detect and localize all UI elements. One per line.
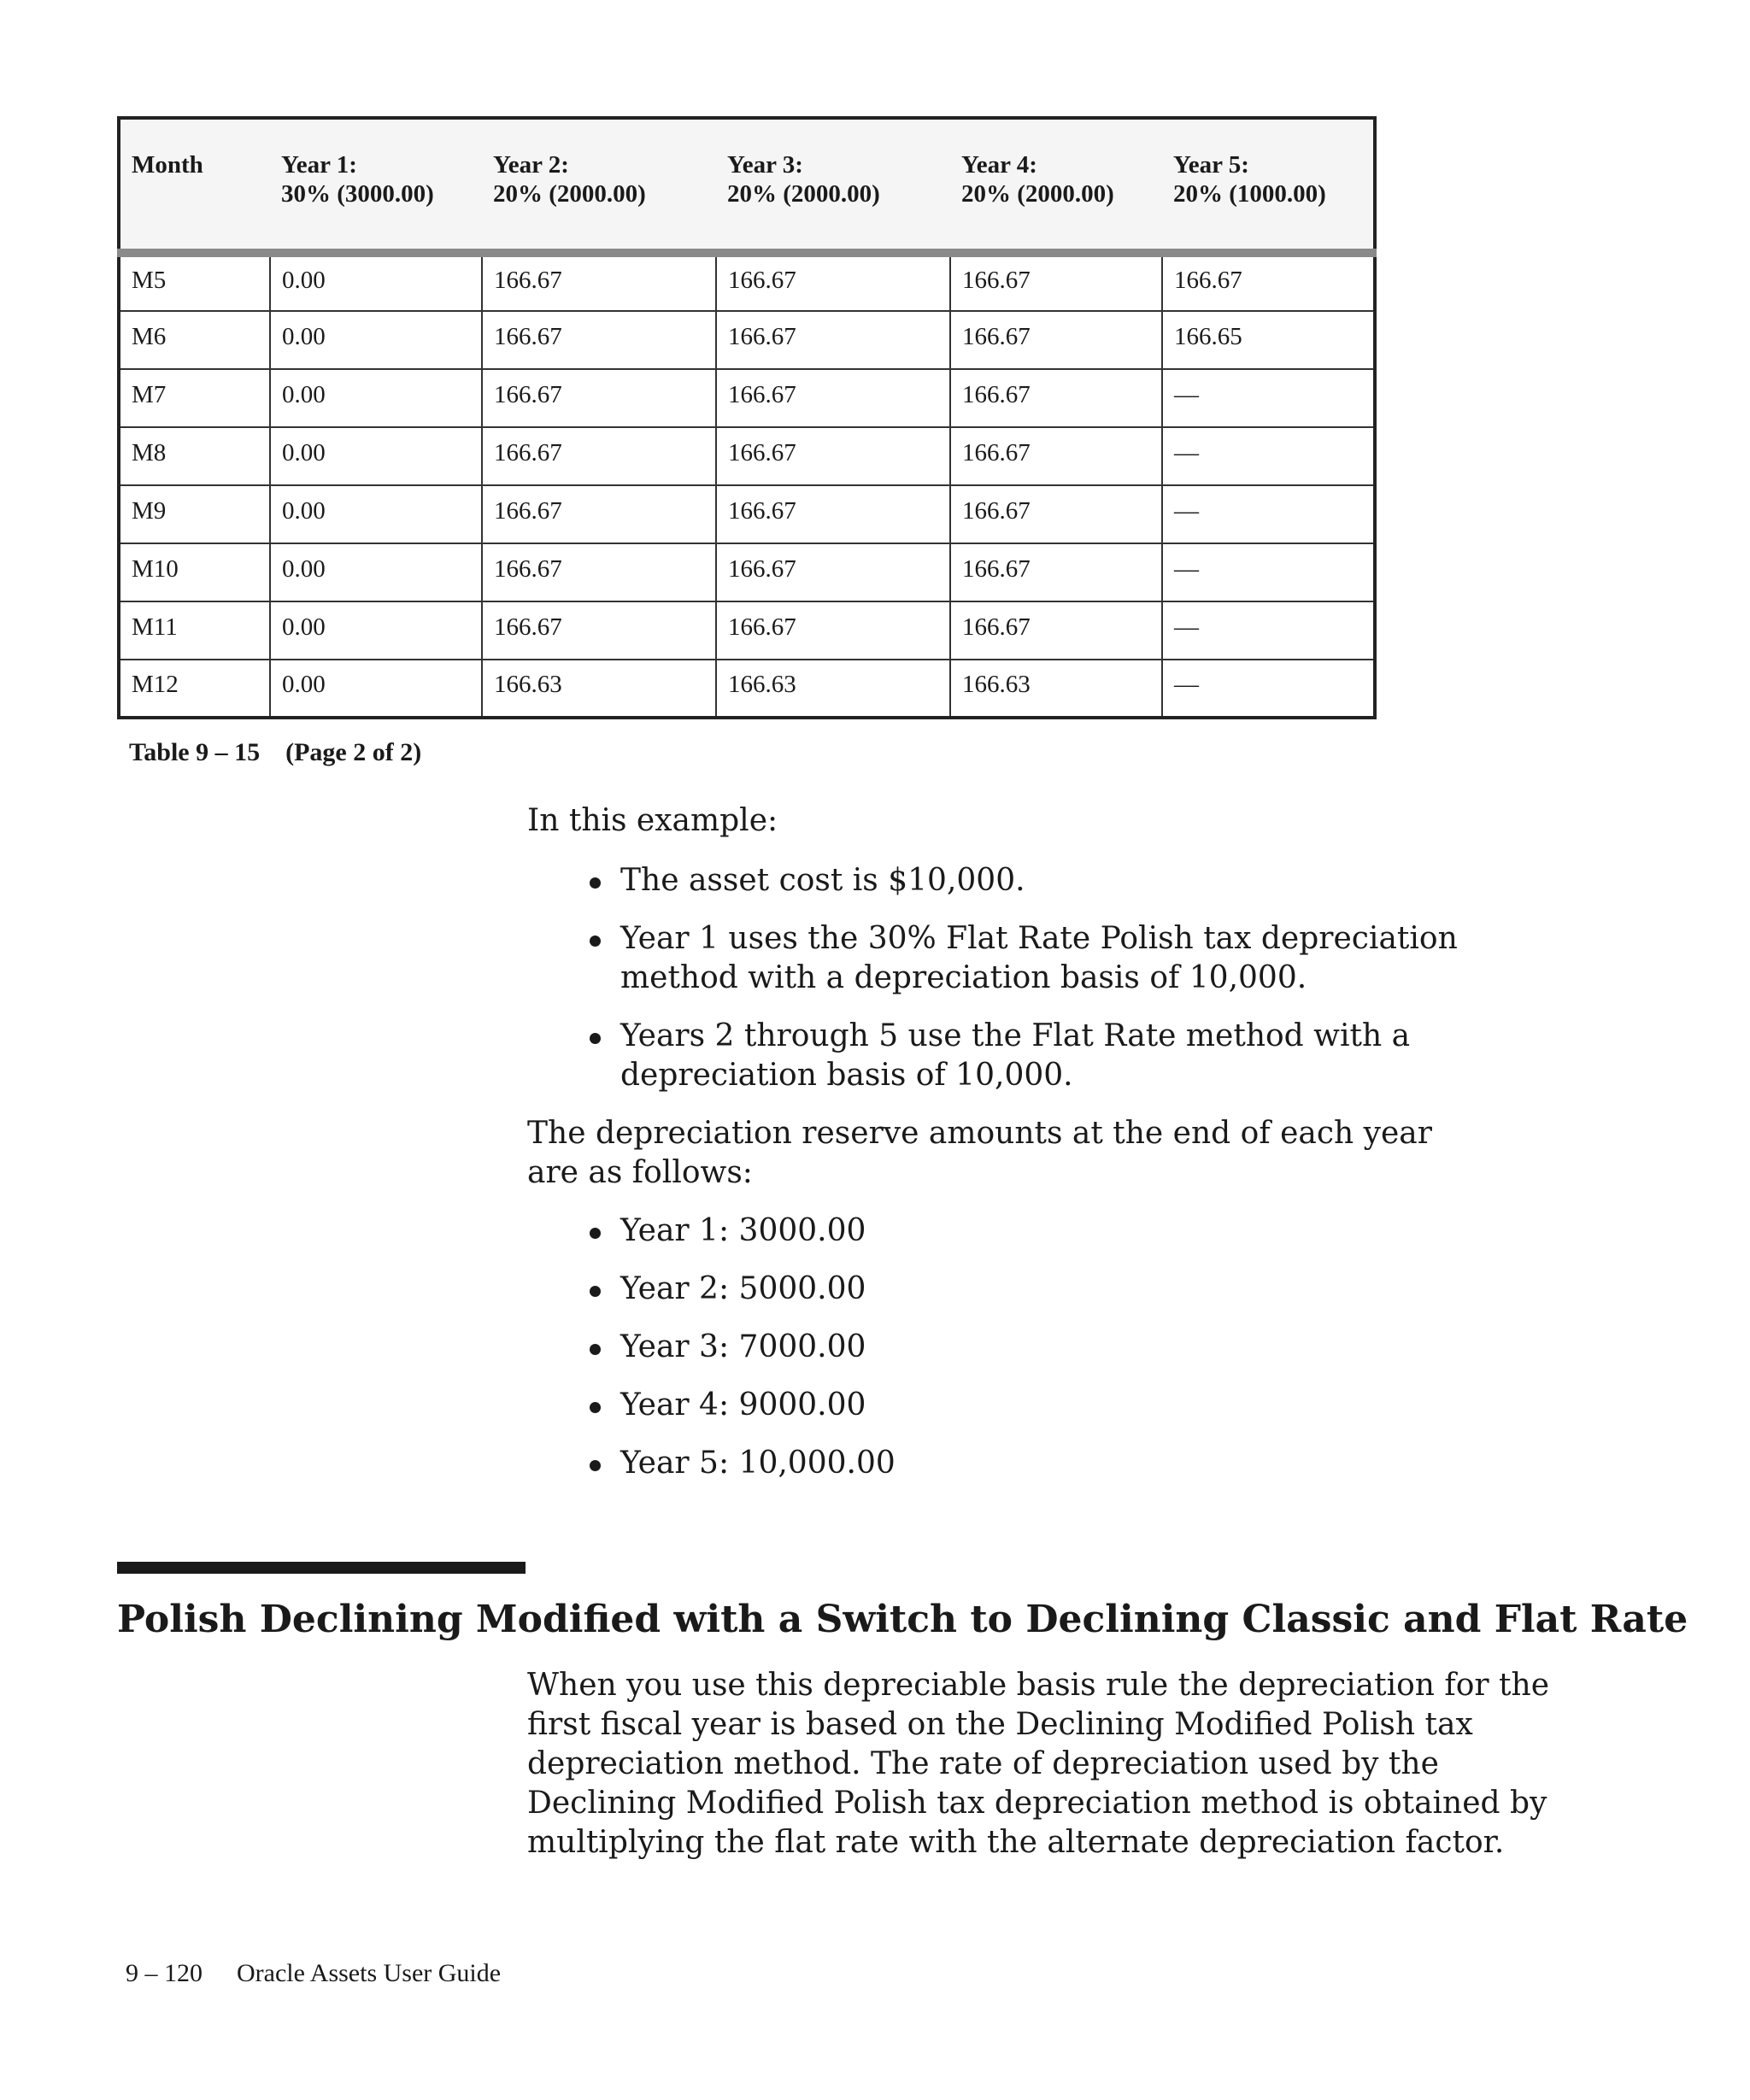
table-row <box>119 427 1375 485</box>
table-cell: M11 <box>119 601 270 660</box>
table-cell: –– <box>1162 660 1375 718</box>
table-cell: 166.63 <box>482 660 716 718</box>
table-cell: 166.67 <box>716 601 950 660</box>
column-header <box>1162 118 1375 253</box>
table-cell: M5 <box>119 253 270 311</box>
table-cell: 166.67 <box>950 253 1162 311</box>
column-header-line2: 20% (2000.00) <box>493 180 646 208</box>
page-footer <box>126 1959 501 1988</box>
table-cell: 166.67 <box>482 253 716 311</box>
table-cell: 166.67 <box>716 485 950 543</box>
bullet-item: Years 2 through 5 use the Flat Rate method with a depreciation basis of 10,000. <box>590 1017 1547 1095</box>
table-cell: –– <box>1162 485 1375 543</box>
bullet-item: Year 4: 9000.00 <box>590 1386 1547 1425</box>
table-cell: 0.00 <box>270 311 482 369</box>
example-bullet-list <box>590 861 1547 1114</box>
table-row <box>119 253 1375 311</box>
column-header <box>119 118 270 253</box>
table-row <box>119 543 1375 601</box>
bullet-item: The asset cost is $10,000. <box>590 861 1547 900</box>
table-cell: 166.67 <box>950 601 1162 660</box>
table-cell: 0.00 <box>270 543 482 601</box>
section-heading: Polish Declining Modified with a Switch to Declining Classic and Flat Rate <box>117 1598 1688 1641</box>
depreciation-table <box>117 116 1377 719</box>
bullet-item: Year 5: 10,000.00 <box>590 1444 1547 1483</box>
table-cell: 166.63 <box>716 660 950 718</box>
bullet-item: Year 3: 7000.00 <box>590 1328 1547 1367</box>
table-cell: 166.67 <box>482 485 716 543</box>
table-cell: 166.67 <box>1162 253 1375 311</box>
table-cell: 166.67 <box>950 485 1162 543</box>
table-cell: 166.67 <box>716 369 950 427</box>
table-cell: 0.00 <box>270 601 482 660</box>
bullet-item: Year 2: 5000.00 <box>590 1270 1547 1309</box>
table-cell: 166.67 <box>950 543 1162 601</box>
column-header <box>950 118 1162 253</box>
table-cell: M10 <box>119 543 270 601</box>
table-row <box>119 311 1375 369</box>
table-body <box>119 253 1375 718</box>
table-caption-label: Table 9 – 15 <box>129 738 261 766</box>
table-caption <box>129 738 421 767</box>
table-cell: 166.67 <box>950 311 1162 369</box>
table-header-row <box>119 118 1375 253</box>
table-cell: 0.00 <box>270 660 482 718</box>
table-cell: 0.00 <box>270 427 482 485</box>
table-cell: 166.67 <box>716 253 950 311</box>
table-row <box>119 485 1375 543</box>
section-body-text: When you use this depreciable basis rule the depreciation for the first fiscal year is based on the Declining Modified Polish tax depreciation method. The rate of depreciation used by the Declining Modified Polish tax depreciation method is obtained by multiplying the flat rate with the alternate depreciation factor. <box>527 1668 1550 1860</box>
table-cell: 166.67 <box>716 311 950 369</box>
table-cell: –– <box>1162 369 1375 427</box>
column-header-line1: Year 2: <box>493 151 569 179</box>
table-cell: 166.67 <box>482 311 716 369</box>
column-header-line1: Month <box>132 151 203 179</box>
table-caption-page: (Page 2 of 2) <box>285 738 422 766</box>
table-cell: M8 <box>119 427 270 485</box>
reserve-intro-text: The depreciation reserve amounts at the end of each year are as follows: <box>527 1116 1432 1190</box>
table-cell: 166.67 <box>950 427 1162 485</box>
column-header-line1: Year 1: <box>281 151 357 179</box>
table-header <box>119 118 1375 253</box>
table-row <box>119 601 1375 660</box>
column-header-line1: Year 4: <box>961 151 1037 179</box>
table-cell: M6 <box>119 311 270 369</box>
table-cell: 166.65 <box>1162 311 1375 369</box>
table-cell: 166.67 <box>482 601 716 660</box>
table-cell: M9 <box>119 485 270 543</box>
column-header-line2: 20% (2000.00) <box>961 180 1114 208</box>
table-cell: 166.67 <box>716 543 950 601</box>
table-cell: –– <box>1162 543 1375 601</box>
table-cell: 166.63 <box>950 660 1162 718</box>
footer-page-number: 9 – 120 <box>126 1959 203 1987</box>
reserve-bullet-list <box>590 1211 1547 1502</box>
column-header <box>716 118 950 253</box>
table-cell: 0.00 <box>270 369 482 427</box>
column-header-line2: 20% (2000.00) <box>727 180 880 208</box>
column-header-line2: 30% (3000.00) <box>281 180 434 208</box>
table-cell: 166.67 <box>950 369 1162 427</box>
section-rule <box>117 1562 526 1574</box>
column-header <box>270 118 482 253</box>
footer-title: Oracle Assets User Guide <box>237 1959 502 1987</box>
table-cell: M12 <box>119 660 270 718</box>
table-cell: 166.67 <box>716 427 950 485</box>
table-row <box>119 369 1375 427</box>
table-cell: 166.67 <box>482 543 716 601</box>
depreciation-table-wrapper <box>117 116 1373 719</box>
bullet-item: Year 1: 3000.00 <box>590 1211 1547 1251</box>
bullet-item: Year 1 uses the 30% Flat Rate Polish tax depreciation method with a depreciation basis of 10,000. <box>590 919 1547 998</box>
table-cell: 166.67 <box>482 369 716 427</box>
table-cell: 0.00 <box>270 485 482 543</box>
column-header-line2: 20% (1000.00) <box>1173 180 1326 208</box>
column-header-line1: Year 3: <box>727 151 803 179</box>
table-cell: 0.00 <box>270 253 482 311</box>
table-cell: M7 <box>119 369 270 427</box>
table-cell: –– <box>1162 427 1375 485</box>
table-cell: –– <box>1162 601 1375 660</box>
intro-text: In this example: <box>527 803 778 838</box>
table-cell: 166.67 <box>482 427 716 485</box>
table-row <box>119 660 1375 718</box>
column-header-line1: Year 5: <box>1173 151 1249 179</box>
column-header <box>482 118 716 253</box>
